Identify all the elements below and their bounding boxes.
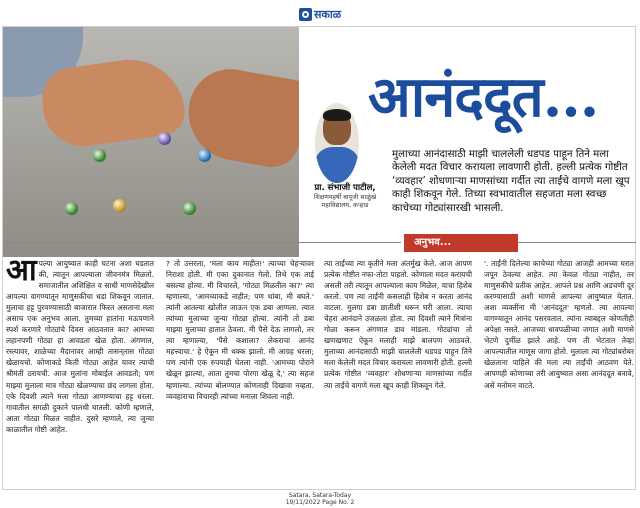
headline — [368, 62, 638, 146]
author-affiliation: शिक्षणमहर्षी बापूजी साळुंखे महाविद्यालय, कऱ्हाड — [313, 194, 377, 209]
marble — [183, 202, 196, 215]
marble — [65, 202, 78, 215]
footer-date-page: 19/11/2022 Page No. 2 — [285, 499, 355, 506]
body-column-2: ? तो उत्तरला, 'मला काय माहीत!' त्याच्या चेहऱ्यावर निराशा होती. मी एका दुकानात गेलो. तिथे एक ताई बसल्या होत्या. मी विचारले, 'गोट्या मिळतील का?' त्या म्हणाल्या, 'आमच्याकडे नाहीत; पण थांबा, मी बघते.' त्यांनी आतल्या खोलीत जाऊन एक डबा आणला. त्यात त्यांच्या मुलाच्या जुन्या गोट्या होत्या. त्यांनी तो डबा माझ्या मुलाच्या हातात ठेवला. मी पैसे देऊ लागलो, तर त्या म्हणाल्या, 'पैसे कशाला? लेकराचा आनंद महत्त्वाचा.' हे ऐकून मी थक्क झालो. मी आग्रह धरला; पण त्यांनी एक रुपयाही घेतला नाही. 'आमच्या पोराने खेळून झाल्या, आता तुमचा पोरगा खेळू दे,' त्या सहज म्हणाल्या. त्यांच्या बोलण्यात कोणताही दिखावा नव्हता. व्यवहाराचा विचारही त्यांच्या मनाला शिवला नाही. — [166, 259, 314, 401]
masthead-logo-icon — [299, 8, 312, 21]
author-photo — [315, 103, 359, 183]
section-divider-right — [518, 242, 636, 243]
author-shirt — [315, 147, 359, 183]
dropcap: आ — [6, 258, 37, 288]
newspaper-masthead — [299, 7, 343, 22]
author-hair — [323, 109, 351, 121]
section-divider-left — [3, 242, 401, 243]
body-column-4: '. ताईंनी दिलेल्या काचेच्या गोट्या आजही आमच्या घरात जपून ठेवल्या आहेत. त्या केवळ गोट्या नाहीत, तर माणुसकीचे प्रतीक आहेत. आपले प्रश्न आणि अडचणी दूर करण्यासाठी अशी माणसे आपल्या आयुष्यात येतात. अशा व्यक्तींना मी 'आनंददूत' म्हणतो. त्या आपल्या वागण्यातून आनंद पसरवतात. त्यांना त्याबद्दल कोणतीही अपेक्षा नसते. आजच्या धावपळीच्या जगात अशी माणसे भेटणे दुर्मीळ झाले आहे. पण ती भेटतात तेव्हा आपल्यातील माणूस जागा होतो. मुलाला त्या गोट्यांबरोबर खेळताना पाहिले की मला त्या ताईंची आठवण येते. आपणही कोणाच्या तरी आयुष्यात असा आनंददूत बनावे, असे मनोमन वाटते. — [484, 259, 634, 390]
page-footer — [0, 492, 640, 506]
body-column-1 — [6, 258, 154, 486]
marble — [158, 132, 171, 145]
headline-title: आनंददूत... — [368, 64, 599, 130]
body-column-1-text: पल्या आयुष्यात काही घटना अशा घडतात की, त्यातून आपल्याला जीवनमंत्र मिळतो. समाजातील अशिक्षित व साधी माणसेदेखील आपल्या वागण्यातून माणुसकीचा धडा शिकवून जातात. मुलाचा हट्ट पुरवण्यासाठी बाजारात फिरत असताना मला असाच एक अनुभव आला. तुमच्या हातांना मऊपणाने स्पर्श करणारे गोट्यांचे दिवस आठवतात का? आमच्या लहानपणी गोट्या हा आवडता खेळ होता. अंगणात, रस्त्यावर, शाळेच्या मैदानावर आम्ही तासन्‌तास गोट्या खेळायचो. कोणाकडे किती गोट्या आहेत यावर त्याची श्रीमंती ठरायची. आज मुलांना मोबाईल आवडतो; पण माझ्या मुलाला मात्र गोट्या खेळण्याचा छंद लागला होता. एके दिवशी त्याने मला गोट्या आणण्याचा हट्ट धरला. गावातील सगळी दुकाने पालथी घातली. कोणी म्हणाले, आता गोट्या मिळत नाहीत. दुसरे म्हणाले, त्या जुन्या काळातील गोष्टी आहेत. — [6, 259, 154, 434]
masthead-logo-text: सकाळ — [314, 8, 342, 21]
marble — [93, 149, 106, 162]
marble — [113, 199, 126, 212]
article-intro: मुलाच्या आनंदासाठी माझी चाललेली धडपड पाहून तिने मला केलेली मदत विचार करायला लावणारी होती. हल्ली प्रत्येक गोष्टीत ‘व्यवहार’ शोधणाऱ्या माणसांच्या गर्दीत त्या ताईंचे वागणे मला खूप काही शिकवून गेले. तिच्या स्वभावातील सहजता मला स्वच्छ काचेच्या गोट्यांसारखी भासली. — [392, 149, 630, 214]
article-body — [6, 258, 634, 488]
body-column-3: त्या ताईंच्या त्या कृतीने मला अंतर्मुख केले. आज आपण प्रत्येक गोष्टीत नफा-तोटा पाहतो. कोणाला मदत करायची असली तरी त्यातून आपल्याला काय मिळेल, याचा हिशेब करतो. पण त्या ताईंनी कसलाही हिशेब न करता आनंद वाटला. मुलगा डबा छातीशी धरून घरी आला. त्याचा चेहरा आनंदाने उजळला होता. त्या दिवशी त्याने मित्रांना गोळा करून अंगणात डाव मांडला. गोट्यांचा तो खणखणाट ऐकून मलाही माझे बालपण आठवले. मुलाच्या आनंदासाठी माझी चाललेली धडपड पाहून तिने मला केलेली मदत विचार करायला लावणारी होती. हल्ली प्रत्येक गोष्टीत ‘व्यवहार’ शोधणाऱ्या माणसांच्या गर्दीत त्या ताईंचे वागणे मला खूप काही शिकवून गेले. — [324, 259, 472, 390]
marbles-photo — [3, 27, 299, 257]
footer-edition: Satara, Satara-Today — [288, 492, 352, 499]
section-tag: अनुभव... — [404, 234, 518, 252]
author-name: प्रा. संभाजी पाटील, — [314, 183, 376, 193]
marble — [198, 149, 211, 162]
author-byline — [302, 182, 388, 210]
